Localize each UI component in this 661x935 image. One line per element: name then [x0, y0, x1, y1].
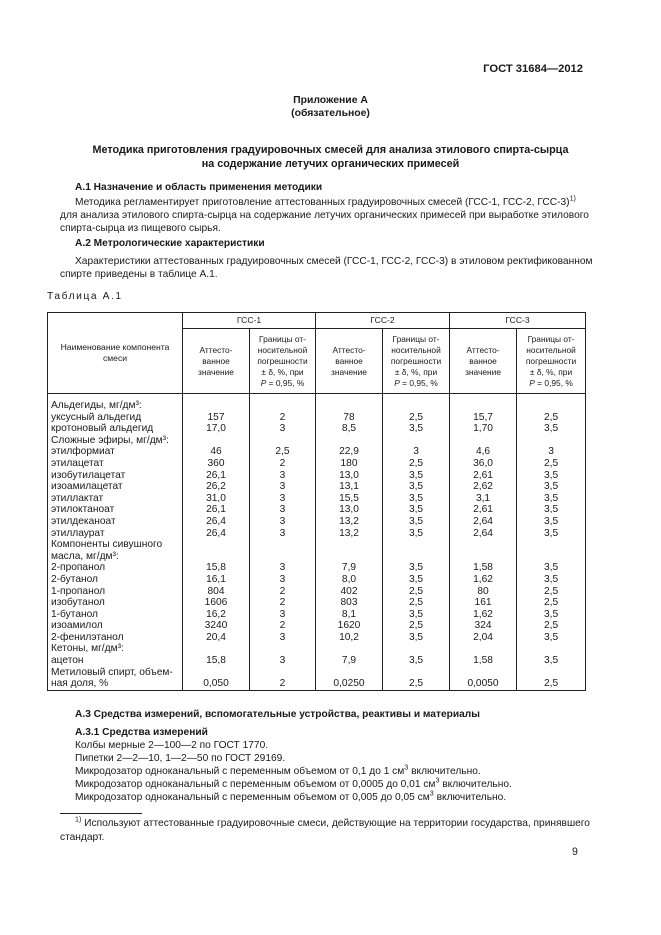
sub-header-error-2: Границы от-носительной погрешности ± δ, %, при P = 0,95, %	[383, 329, 450, 394]
component-name-cell: этилдеканоат	[48, 516, 183, 528]
value-cell: 15,8	[183, 562, 250, 574]
value-cell	[316, 667, 383, 679]
value-cell: 3,5	[383, 423, 450, 435]
table-row	[48, 667, 586, 679]
value-cell: 7,9	[316, 655, 383, 667]
value-cell	[316, 394, 383, 412]
value-cell	[450, 551, 517, 563]
value-cell	[250, 667, 316, 679]
value-cell: 2,5	[383, 597, 450, 609]
value-cell	[450, 643, 517, 655]
value-cell: 13,1	[316, 481, 383, 493]
section-a2-heading: А.2 Метрологические характеристики	[75, 238, 265, 249]
value-cell: 2,04	[450, 632, 517, 644]
table-row	[48, 551, 586, 563]
value-cell	[450, 394, 517, 412]
sub-header-value-1: Аттесто-ванное значение	[183, 329, 250, 394]
value-cell: 2,5	[517, 412, 586, 424]
component-name-cell: изоамилацетат	[48, 481, 183, 493]
value-cell: 26,2	[183, 481, 250, 493]
value-cell: 2,5	[383, 620, 450, 632]
value-cell: 3,1	[450, 493, 517, 505]
table-row	[48, 504, 586, 516]
value-cell: 3	[250, 423, 316, 435]
value-cell	[517, 435, 586, 447]
table-row	[48, 609, 586, 621]
value-cell: 3	[250, 574, 316, 586]
value-cell: 3	[250, 516, 316, 528]
a31-item: Микродозатор одноканальный с переменным объемом от 0,1 до 1 $см^3$ включительно.	[75, 763, 481, 777]
value-cell: 0,0050	[450, 678, 517, 690]
table-row	[48, 446, 586, 458]
section-a31-heading: А.3.1 Средства измерений	[75, 727, 208, 738]
value-cell	[383, 539, 450, 551]
value-cell: 2,5	[383, 678, 450, 690]
table-row	[48, 528, 586, 540]
sub-header-error-3: Границы от-носительной погрешности ± δ, %, при P = 0,95, %	[517, 329, 586, 394]
value-cell: 3	[383, 446, 450, 458]
sub-header-error-1: Границы от-носительной погрешности ± δ, %, при P = 0,95, %	[250, 329, 316, 394]
a31-item: Колбы мерные 2—100—2 по ГОСТ 1770.	[75, 740, 269, 751]
value-cell: 2	[250, 620, 316, 632]
value-cell: 3	[250, 481, 316, 493]
value-cell: 2,5	[517, 586, 586, 598]
value-cell: 2,64	[450, 516, 517, 528]
value-cell: 2,62	[450, 481, 517, 493]
value-cell: 16,2	[183, 609, 250, 621]
value-cell: 2,5	[250, 446, 316, 458]
value-cell: 2,61	[450, 470, 517, 482]
table-label: Таблица А.1	[47, 291, 123, 302]
value-cell: 13,0	[316, 470, 383, 482]
table-row	[48, 632, 586, 644]
value-cell: 3,5	[517, 504, 586, 516]
value-cell: 78	[316, 412, 383, 424]
value-cell	[450, 667, 517, 679]
value-cell	[183, 667, 250, 679]
sub-header-value-2: Аттесто-ванное значение	[316, 329, 383, 394]
section-a1-line2: для анализа этилового спирта-сырца на содержание летучих органических примесей при выработке этилового	[60, 210, 589, 221]
value-cell: 8,1	[316, 609, 383, 621]
value-cell: 2,5	[517, 597, 586, 609]
value-cell: 3,5	[517, 481, 586, 493]
value-cell: 1,70	[450, 423, 517, 435]
value-cell: 22,9	[316, 446, 383, 458]
section-a2-line1: Характеристики аттестованных градуировочных смесей (ГСС-1, ГСС-2, ГСС-3) в этиловом ректификованном	[75, 256, 593, 267]
value-cell: 26,4	[183, 528, 250, 540]
value-cell: 1,58	[450, 562, 517, 574]
value-cell: 2	[250, 586, 316, 598]
a31-item: Пипетки 2—2—10, 1—2—50 по ГОСТ 29169.	[75, 753, 286, 764]
value-cell: 3,5	[383, 516, 450, 528]
value-cell	[450, 435, 517, 447]
value-cell: 26,4	[183, 516, 250, 528]
value-cell	[183, 551, 250, 563]
value-cell: 26,1	[183, 504, 250, 516]
value-cell: 3,5	[383, 655, 450, 667]
value-cell: 8,0	[316, 574, 383, 586]
sub-header-value-3: Аттесто-ванное значение	[450, 329, 517, 394]
value-cell: 2,5	[517, 678, 586, 690]
value-cell	[517, 667, 586, 679]
value-cell: 3	[250, 562, 316, 574]
table-row	[48, 574, 586, 586]
table-row	[48, 678, 586, 690]
value-cell: 80	[450, 586, 517, 598]
value-cell: 3,5	[383, 528, 450, 540]
section-a1-line3: спирта-сырца из пищевого сырья.	[60, 223, 221, 234]
value-cell: 2,64	[450, 528, 517, 540]
table-row	[48, 586, 586, 598]
value-cell	[383, 667, 450, 679]
value-cell: 3,5	[517, 423, 586, 435]
component-name-cell: 2-фенилэтанол	[48, 632, 183, 644]
component-name-cell: этиллактат	[48, 493, 183, 505]
value-cell: 15,8	[183, 655, 250, 667]
group-header-gss1: ГСС-1	[183, 313, 316, 329]
value-cell: 2,5	[383, 586, 450, 598]
value-cell: 15,7	[450, 412, 517, 424]
value-cell	[383, 394, 450, 412]
appendix-title: Приложение А	[293, 95, 368, 106]
value-cell: 157	[183, 412, 250, 424]
value-cell	[316, 435, 383, 447]
value-cell: 2,5	[383, 412, 450, 424]
value-cell: 3,5	[383, 632, 450, 644]
a31-item: Микродозатор одноканальный с переменным объемом от 0,0005 до 0,01 $см^3$ включительно.	[75, 776, 512, 790]
value-cell: 3	[250, 655, 316, 667]
value-cell: 3,5	[517, 528, 586, 540]
value-cell	[450, 539, 517, 551]
value-cell	[383, 551, 450, 563]
value-cell: 2	[250, 458, 316, 470]
table-row	[48, 620, 586, 632]
doc-title-line1: Методика приготовления градуировочных смесей для анализа этилового спирта-сырца	[92, 144, 569, 156]
component-name-cell: этилформиат	[48, 446, 183, 458]
value-cell: 3,5	[383, 481, 450, 493]
value-cell	[183, 643, 250, 655]
component-name-cell: ная доля, %	[48, 678, 183, 690]
value-cell	[183, 394, 250, 412]
table-row	[48, 470, 586, 482]
table-row	[48, 481, 586, 493]
value-cell	[183, 539, 250, 551]
col-header-name: Наименование компонента смеси	[48, 313, 183, 394]
value-cell: 0,0250	[316, 678, 383, 690]
component-name-cell: изобутанол	[48, 597, 183, 609]
value-cell: 36,0	[450, 458, 517, 470]
value-cell: 1606	[183, 597, 250, 609]
component-name-cell: этилоктаноат	[48, 504, 183, 516]
component-name-cell: Компоненты сивушного	[48, 539, 183, 551]
component-name-cell: 1-бутанол	[48, 609, 183, 621]
value-cell	[316, 551, 383, 563]
value-cell: 3,5	[517, 632, 586, 644]
group-header-gss2: ГСС-2	[316, 313, 450, 329]
component-name-cell: 2-бутанол	[48, 574, 183, 586]
value-cell: 402	[316, 586, 383, 598]
value-cell: 4,6	[450, 446, 517, 458]
value-cell	[517, 551, 586, 563]
component-name-cell: Альдегиды, мг/дм³:	[48, 394, 183, 412]
value-cell: 2,5	[517, 620, 586, 632]
component-name-cell: изобутилацетат	[48, 470, 183, 482]
value-cell: 0,050	[183, 678, 250, 690]
value-cell	[250, 643, 316, 655]
value-cell: 1,58	[450, 655, 517, 667]
value-cell: 46	[183, 446, 250, 458]
value-cell: 3	[250, 632, 316, 644]
value-cell: 804	[183, 586, 250, 598]
table-row	[48, 493, 586, 505]
value-cell: 31,0	[183, 493, 250, 505]
component-name-cell: масла, мг/дм³:	[48, 551, 183, 563]
table-row	[48, 423, 586, 435]
component-name-cell: ацетон	[48, 655, 183, 667]
component-name-cell: 1-пропанол	[48, 586, 183, 598]
component-name-cell: 2-пропанол	[48, 562, 183, 574]
value-cell: 13,0	[316, 504, 383, 516]
footnote-divider	[60, 813, 142, 814]
components-table	[47, 312, 586, 691]
value-cell: 20,4	[183, 632, 250, 644]
table-row	[48, 458, 586, 470]
value-cell: 1,62	[450, 609, 517, 621]
value-cell	[383, 643, 450, 655]
value-cell: 3,5	[383, 609, 450, 621]
component-name-cell: этилацетат	[48, 458, 183, 470]
value-cell: 803	[316, 597, 383, 609]
value-cell: 180	[316, 458, 383, 470]
value-cell	[517, 539, 586, 551]
value-cell: 2,61	[450, 504, 517, 516]
value-cell: 17,0	[183, 423, 250, 435]
table-row	[48, 412, 586, 424]
component-name-cell: кротоновый альдегид	[48, 423, 183, 435]
value-cell	[250, 539, 316, 551]
value-cell: 3	[250, 528, 316, 540]
value-cell: 2	[250, 678, 316, 690]
value-cell: 26,1	[183, 470, 250, 482]
value-cell: 3,5	[383, 493, 450, 505]
value-cell: 3,5	[517, 574, 586, 586]
component-name-cell: Кетоны, мг/дм³:	[48, 643, 183, 655]
component-name-cell: Сложные эфиры, мг/дм³:	[48, 435, 183, 447]
value-cell: 3240	[183, 620, 250, 632]
value-cell: 7,9	[316, 562, 383, 574]
value-cell	[183, 435, 250, 447]
table-row	[48, 539, 586, 551]
value-cell: 3,5	[383, 470, 450, 482]
value-cell: 3	[250, 470, 316, 482]
value-cell: 3,5	[383, 562, 450, 574]
value-cell: 360	[183, 458, 250, 470]
value-cell: 8,5	[316, 423, 383, 435]
table-row	[48, 394, 586, 412]
value-cell: 3,5	[383, 574, 450, 586]
value-cell: 2	[250, 412, 316, 424]
group-header-gss3: ГСС-3	[450, 313, 586, 329]
component-name-cell: изоамилол	[48, 620, 183, 632]
value-cell	[517, 643, 586, 655]
table-row	[48, 597, 586, 609]
value-cell: 1620	[316, 620, 383, 632]
value-cell	[250, 551, 316, 563]
a31-item: Микродозатор одноканальный с переменным объемом от 0,005 до 0,05 $см^3$ включительно.	[75, 789, 507, 803]
component-name-cell: Метиловый спирт, объем-	[48, 667, 183, 679]
value-cell: 1,62	[450, 574, 517, 586]
value-cell: 3,5	[517, 516, 586, 528]
standard-number: ГОСТ 31684—2012	[483, 63, 583, 75]
value-cell	[517, 394, 586, 412]
value-cell	[250, 435, 316, 447]
value-cell: 2,5	[517, 458, 586, 470]
section-a3-heading: А.3 Средства измерений, вспомогательные устройства, реактивы и материалы	[75, 709, 480, 720]
value-cell: 13,2	[316, 516, 383, 528]
table-row	[48, 435, 586, 447]
page-number: 9	[572, 846, 578, 858]
value-cell: 3	[250, 493, 316, 505]
value-cell: 3,5	[517, 562, 586, 574]
footnote-line2: стандарт.	[60, 832, 105, 843]
value-cell: 3	[250, 504, 316, 516]
value-cell	[316, 643, 383, 655]
value-cell	[250, 394, 316, 412]
value-cell	[383, 435, 450, 447]
section-a1-line1: Методика регламентирует приготовление аттестованных градуировочных смесей (ГСС-1, ГСС-2, ГСС-3)$^{1)}$	[75, 194, 576, 208]
value-cell: 13,2	[316, 528, 383, 540]
value-cell: 3,5	[383, 504, 450, 516]
value-cell: 324	[450, 620, 517, 632]
value-cell	[316, 539, 383, 551]
value-cell: 3,5	[517, 470, 586, 482]
table-row	[48, 516, 586, 528]
value-cell: 10,2	[316, 632, 383, 644]
table-row	[48, 655, 586, 667]
doc-title-line2: на содержание летучих органических примесей	[201, 158, 460, 170]
value-cell: 3,5	[517, 493, 586, 505]
table-row	[48, 562, 586, 574]
section-a1-heading: А.1 Назначение и область применения методики	[75, 182, 323, 193]
value-cell: 161	[450, 597, 517, 609]
section-a2-line2: спирте приведены в таблице А.1.	[60, 269, 218, 280]
value-cell: 16,1	[183, 574, 250, 586]
value-cell: 3,5	[517, 655, 586, 667]
component-name-cell: уксусный альдегид	[48, 412, 183, 424]
value-cell: 2	[250, 597, 316, 609]
component-name-cell: этиллаурат	[48, 528, 183, 540]
value-cell: 15,5	[316, 493, 383, 505]
value-cell: 3	[517, 446, 586, 458]
table-row	[48, 643, 586, 655]
value-cell: 2,5	[383, 458, 450, 470]
value-cell: 3	[250, 609, 316, 621]
footnote-line1: $^{1)}$ Используют аттестованные градуировочные смеси, действующие на территории государства, принявшего	[75, 815, 590, 829]
value-cell: 3,5	[517, 609, 586, 621]
appendix-status: (обязательное)	[291, 108, 370, 119]
